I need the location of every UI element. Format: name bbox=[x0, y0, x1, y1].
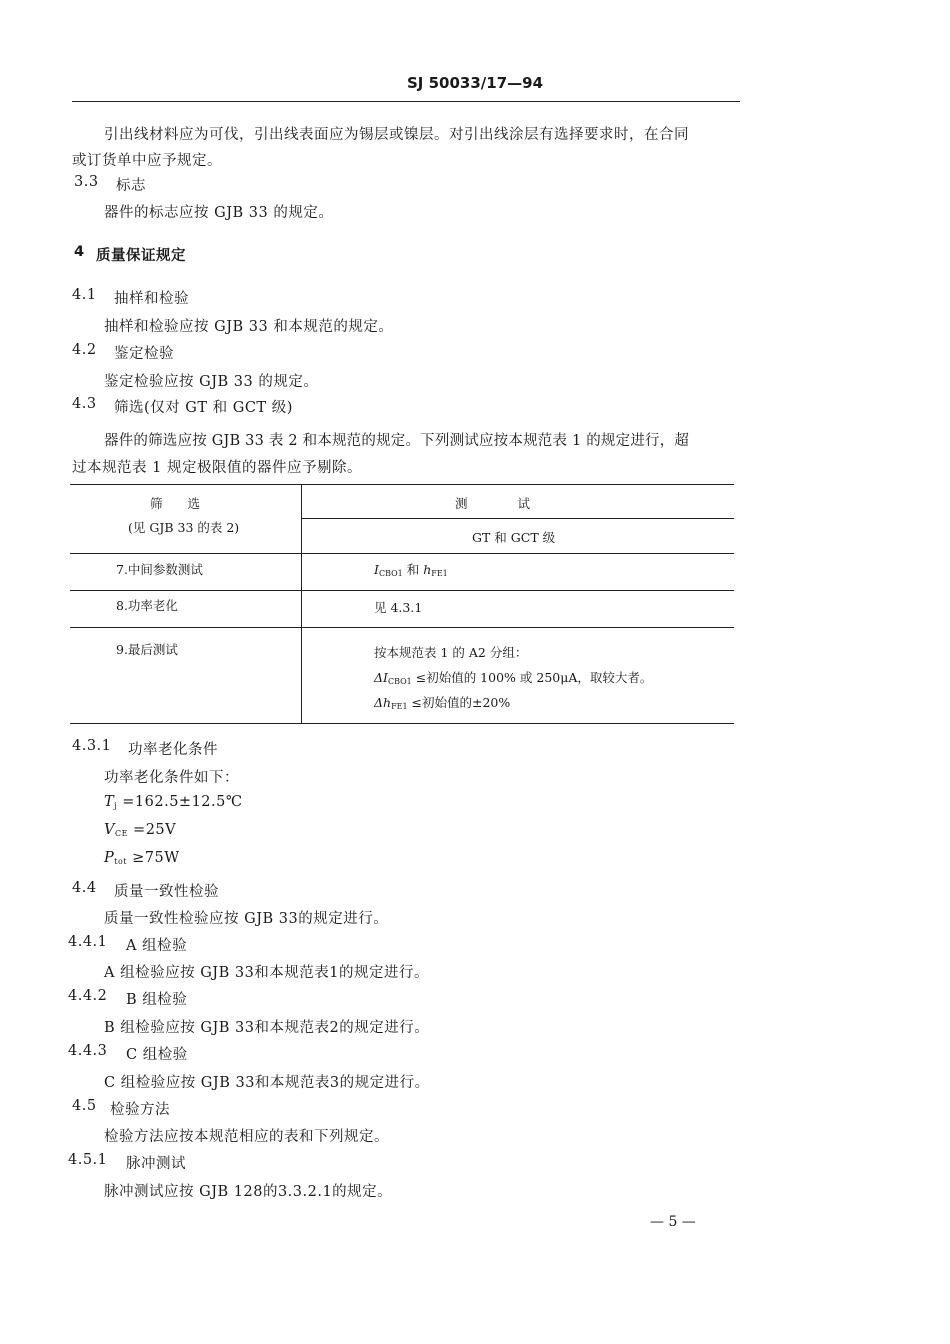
table-row-screen: 7.中间参数测试 bbox=[116, 562, 203, 577]
table-header-bottom-rule bbox=[70, 553, 734, 554]
table-header-screen: 筛 选 bbox=[150, 496, 201, 511]
table-header-grade: GT 和 GCT 级 bbox=[472, 530, 556, 545]
paragraph-leads-line1: 引出线材料应为可伐，引出线表面应为锡层或镍层。对引出线涂层有选择要求时，在合同 bbox=[104, 127, 689, 143]
header-rule bbox=[72, 101, 740, 102]
section-4-5-text: 检验方法应按本规范相应的表和下列规定。 bbox=[104, 1129, 389, 1145]
section-4-4-3-text: C 组检验应按 GJB 33和本规范表3的规定进行。 bbox=[104, 1075, 430, 1091]
section-4-2-text: 鉴定检验应按 GJB 33 的规定。 bbox=[104, 374, 319, 390]
section-4-4-2-text: B 组检验应按 GJB 33和本规范表2的规定进行。 bbox=[104, 1020, 430, 1036]
section-4-5-1-number: 4.5.1 bbox=[68, 1152, 108, 1168]
section-4-3-1-number: 4.3.1 bbox=[72, 738, 112, 754]
section-4-4-number: 4.4 bbox=[72, 880, 97, 896]
section-4-4-1-text: A 组检验应按 GJB 33和本规范表1的规定进行。 bbox=[104, 965, 430, 981]
section-4-3-text-line1: 器件的筛选应按 GJB 33 表 2 和本规范的规定。下列测试应按本规范表 1 的规定进行，超 bbox=[104, 433, 690, 449]
table-header-test: 测 试 bbox=[455, 496, 531, 511]
section-4-5-1-title: 脉冲测试 bbox=[126, 1156, 186, 1172]
table-row-test-line1: 按本规范表 1 的 A2 分组： bbox=[374, 645, 528, 660]
section-4-4-1-title: A 组检验 bbox=[126, 938, 188, 954]
table-bottom-rule bbox=[70, 723, 734, 724]
section-4-4-2-title: B 组检验 bbox=[126, 992, 188, 1008]
table-row-rule bbox=[70, 590, 734, 591]
table-header-screen-ref: (见 GJB 33 的表 2) bbox=[128, 520, 240, 535]
section-4-5-number: 4.5 bbox=[72, 1098, 97, 1114]
section-3-3-text: 器件的标志应按 GJB 33 的规定。 bbox=[104, 205, 334, 221]
burn-in-intro: 功率老化条件如下： bbox=[104, 770, 239, 786]
section-4-title: 质量保证规定 bbox=[96, 248, 186, 264]
table-column-divider bbox=[301, 484, 302, 723]
section-4-3-text-line2: 过本规范表 1 规定极限值的器件应予剔除。 bbox=[72, 460, 362, 476]
page-number: — 5 — bbox=[650, 1214, 696, 1230]
section-4-2-title: 鉴定检验 bbox=[114, 346, 174, 362]
section-3-3-number: 3.3 bbox=[74, 174, 99, 190]
table-row-rule bbox=[70, 627, 734, 628]
table-row-screen: 9.最后测试 bbox=[116, 642, 178, 657]
section-4-1-number: 4.1 bbox=[72, 287, 97, 303]
table-row-test: $I_{CBO1}$ 和 $h_{FE1}$ bbox=[374, 562, 448, 578]
table-row-test-line2: $\Delta I_{CBO1}$ ≤初始值的 100% 或 250μA，取较大者。 bbox=[374, 670, 653, 686]
section-3-3-title: 标志 bbox=[116, 178, 146, 194]
section-4-4-title: 质量一致性检验 bbox=[114, 884, 219, 900]
section-4-4-3-number: 4.4.3 bbox=[68, 1043, 108, 1059]
burn-in-vce: $V_{CE} =25V$ bbox=[104, 822, 177, 838]
document-number: SJ 50033/17—94 bbox=[406, 74, 544, 92]
table-top-rule bbox=[70, 484, 734, 485]
section-4-3-1-title: 功率老化条件 bbox=[128, 742, 218, 758]
table-row-test-line3: $\Delta h_{FE1}$ ≤初始值的±20% bbox=[374, 695, 511, 711]
burn-in-tj: $T_j$ =162.5±12.5℃ bbox=[104, 794, 243, 810]
section-4-3-number: 4.3 bbox=[72, 396, 97, 412]
table-subheader-rule bbox=[302, 518, 734, 519]
section-4-4-text: 质量一致性检验应按 GJB 33的规定进行。 bbox=[104, 911, 389, 927]
section-4-number: 4 bbox=[74, 244, 85, 260]
section-4-5-title: 检验方法 bbox=[110, 1102, 170, 1118]
section-4-4-2-number: 4.4.2 bbox=[68, 988, 108, 1004]
paragraph-leads-line2: 或订货单中应予规定。 bbox=[72, 153, 222, 169]
table-row-screen: 8.功率老化 bbox=[116, 598, 178, 613]
section-4-2-number: 4.2 bbox=[72, 342, 97, 358]
section-4-4-3-title: C 组检验 bbox=[126, 1047, 188, 1063]
section-4-1-title: 抽样和检验 bbox=[114, 291, 189, 307]
section-4-1-text: 抽样和检验应按 GJB 33 和本规范的规定。 bbox=[104, 319, 394, 335]
section-4-3-title: 筛选(仅对 GT 和 GCT 级) bbox=[114, 400, 293, 416]
section-4-5-1-text: 脉冲测试应按 GJB 128的3.3.2.1的规定。 bbox=[104, 1184, 393, 1200]
section-4-4-1-number: 4.4.1 bbox=[68, 934, 108, 950]
table-row-test: 见 4.3.1 bbox=[374, 600, 423, 615]
burn-in-ptot: $P_{tot} \ge 75W$ bbox=[104, 850, 180, 866]
